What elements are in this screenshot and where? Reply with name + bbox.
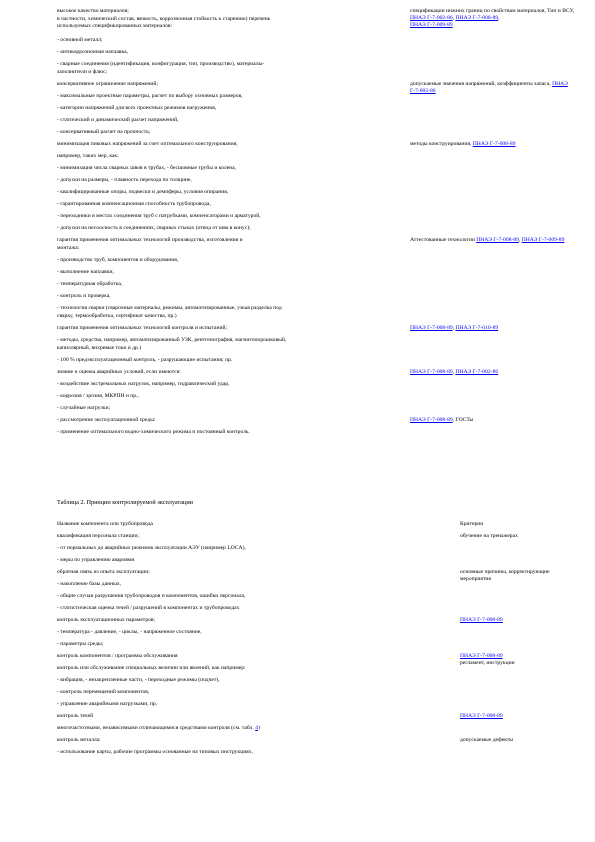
criteria-text: , ГОСТы [452,417,474,423]
doc-link[interactable]: ПНАЭ Г-7-009-89 [410,22,453,28]
t1-line: - коррозия / эрозия, МКРПН и пр., [57,393,139,399]
doc-link[interactable]: ПНАЭ Г-7-002-86 [455,369,499,375]
t1-criteria [410,81,575,95]
t2-line: - общие случаи разрушения трубопроводов и компонентов, ошибки персонала, [57,593,246,599]
doc-link[interactable]: ПНАЭ Г-7-010-89 [455,325,499,331]
t2-line [57,725,402,732]
doc-link[interactable]: ПНАЭ Г-7-008-89 [476,237,519,243]
t1-criteria [410,417,575,424]
t2-header-criteria: Критерии [460,521,484,527]
t2-header-name: Название компонента или трубопровода [57,521,153,527]
t2-criteria [460,713,580,720]
doc-link[interactable]: ПНАЭ Г-7-008-89 [472,141,516,147]
t1-line: например, таких мер, как: [57,153,119,159]
criteria-text: спецификации нижних границ по свойствам материалов, Тип и ВСУ, [410,8,575,14]
t1-line: в частности, химический состав, вязкость, коррозионная стойкость к старению) перечень [57,16,271,22]
t2-line: - контроль перемещений компонентов, [57,689,150,695]
t1-criteria: спецификации нижних границ по свойствам материалов, Тип и ВСУ, ПНАЭ Г-7-002-86, ПНАЭ Г-7-008-89, ПНАЭ Г-7-009-89 [410,8,575,28]
doc-link[interactable]: ПНАЭ Г-7-008-89 [460,617,503,623]
t1-criteria [410,141,575,148]
t1-line: - максимальные проектные параметры, расчет по выбору основных размеров, [57,93,243,99]
t1-criteria: ПНАЭ Г-7-008-89, ПНАЭ Г-7-002-86 [410,369,499,375]
t1-line: - производство труб, компонентов и оборудования, [57,257,179,263]
t2-line: контроль металла: [57,737,101,743]
t2-line: обратная связь из опыта эксплуатации; [57,569,150,575]
t1-line: - воздействие экстремальных нагрузок, например, гидравлический удар, [57,381,230,387]
t2-line: - использование карты, рабочие программы основанные на типовых инструкциях, [57,749,253,755]
t2-line-tail: ) [257,725,260,731]
t1-line: заполнители и флюс; [57,69,108,75]
t1-line: гарантия применения оптимальных технологий производства, изготовления и [57,237,243,243]
doc-link[interactable]: ПНАЭ Г-7-008-89 [460,653,503,659]
t1-line: - рассмотрение эксплуатационной среды: [57,417,156,423]
t2-criteria-experience: основные причины, корректирующие мероприятия [460,569,550,582]
t1-criteria: Аттестованные технологии ПНАЭ Г-7-008-89, ПНАЭ Г-7-009-89 [410,237,565,243]
doc-link[interactable]: ПНАЭ Г-7-002-86 [410,81,568,94]
t1-criteria: ПНАЭ Г-7-008-89, ПНАЭ Г-7-010-89 [410,325,499,331]
t2-criteria [460,653,580,667]
t2-line: - от нормальных до аварийных режимов эксплуатации АЭУ (например LOCA), [57,545,246,551]
t1-line: - контроль и проверка, [57,293,111,299]
t1-line: минимизация пиковых напряжений за счет оптимального конструирования, [57,141,238,147]
t1-line: - допуски на размеры, - плавность перехода по толщине, [57,177,192,183]
t1-line: монтажа: [57,245,80,251]
t2-line: - температура - давление, - циклы, - напряженное состояние, [57,629,202,635]
doc-link[interactable]: ПНАЭ Г-7-008-89 [410,417,453,423]
t2-line: контроль или обслуживание специальных величин или явлений, как например: [57,665,246,671]
t1-line: - допуски на несоосность в соединениях, сварных стыках (отвод от шва в конус); [57,225,251,231]
t2-line: - статистическая оценка течей / разрушений в компонентах и трубопроводах [57,605,240,611]
t2-line: - накопление базы данных, [57,581,122,587]
criteria-text: допускаемые значения напряжений, коэффициенты запаса, [410,81,553,87]
t2-line: - управление аварийными нагрузками, пр. [57,701,158,707]
t2-criteria-training: обучение на тренажерах [460,533,518,539]
t1-line: гарантия применения оптимальных технологий контроля и испытаний; [57,325,228,331]
t1-line: - случайные нагрузки; [57,405,111,411]
t1-line: - основной металл; [57,37,103,43]
doc-link[interactable]: ПНАЭ Г-7-008-89 [410,369,453,375]
t1-line: - минимизация числа сварных швов в трубах, - бесшовные трубы и колена, [57,165,237,171]
t2-line: контроль эксплуатационных параметров; [57,617,156,623]
t2-line: - параметры среды; [57,641,104,647]
t1-line: - применение оптимального водно-химического режима и постоянный контроль. [57,429,250,435]
t1-line: используемых спецификированных материалов: [57,23,173,29]
t1-line: - гарантированная компенсационная способность трубопровода, [57,201,211,207]
t1-line: высокое качество материалов; [57,8,129,14]
t2-line: контроль течей [57,713,94,719]
doc-link[interactable]: ПНАЭ Г-7-008-89 [410,325,453,331]
t1-line: - переходники в местах соединения труб с патрубками, компенсаторами и арматурой, [57,213,261,219]
table-ref-link[interactable]: 4 [255,725,258,731]
t1-line: - температурная обработка, [57,281,123,287]
t1-line: - сварные соединения (идентификация, конфигурация, тип, производство), материалы- [57,61,265,67]
t1-line: знание и оценка аварийных условий, если имеются: [57,369,181,375]
t1-line: - квалифицированные опоры, подвески и демпферы, условия опирания, [57,189,229,195]
table2-title: Таблица 2. Принцип контролируемой эксплуатации [57,499,193,506]
t1-line: - 100 % предэксплуатационный контроль, - разрушающие испытания; пр. [57,357,233,363]
t1-line: - выполнение наплавки, [57,269,114,275]
t2-criteria-defects: допускаемые дефекты [460,737,514,743]
criteria-text: методы конструирования, [410,141,473,147]
t1-line: - статический и динамический расчет напряжений, [57,117,179,123]
t2-line: - меры по управлению авариями [57,557,135,563]
t1-line: - технология сварки (сварочные материалы, режимы, автоматизированные, узкая разделка под [57,305,282,311]
t1-line: - консервативный расчет на прочность; [57,129,151,135]
t1-line: - методы, средства, например, автоматизированный УЗК, рентгенография, магнитопорошковый, [57,337,287,343]
doc-link[interactable]: ПНАЭ Г-7-009-89 [521,237,565,243]
t1-line: сварку, термообработка, сертификат качества, пр.) [57,313,177,319]
t2-line-text: многочастотными, независимыми отличающимися средствами контроля (см. табл. [57,725,256,731]
t2-line: - вибрация, - незакрепленные части, - переходные режимы (подчет), [57,677,220,683]
criteria-text: Аттестованные технологии [410,237,477,243]
t1-line: - категории напряжений для всех проектных режимов нагружения, [57,105,217,111]
doc-link[interactable]: ПНАЭ Г-7-008-89 [460,713,503,719]
t1-line: консервативное ограничение напряжений; [57,81,158,87]
t2-criteria-regulation: регламент, инструкции [460,660,515,666]
doc-link[interactable]: ПНАЭ Г-7-002-86 [410,15,453,21]
t2-line: контроль компонентов / программы обслуживания [57,653,178,659]
t2-line: квалификация персонала станции; [57,533,140,539]
doc-link[interactable]: ПНАЭ Г-7-008-89 [455,15,499,21]
t2-criteria [460,617,580,624]
t1-line: - антикоррозионная наплавка, [57,49,129,55]
t1-line: капиллярный, вихревые токи и др.) [57,345,142,351]
